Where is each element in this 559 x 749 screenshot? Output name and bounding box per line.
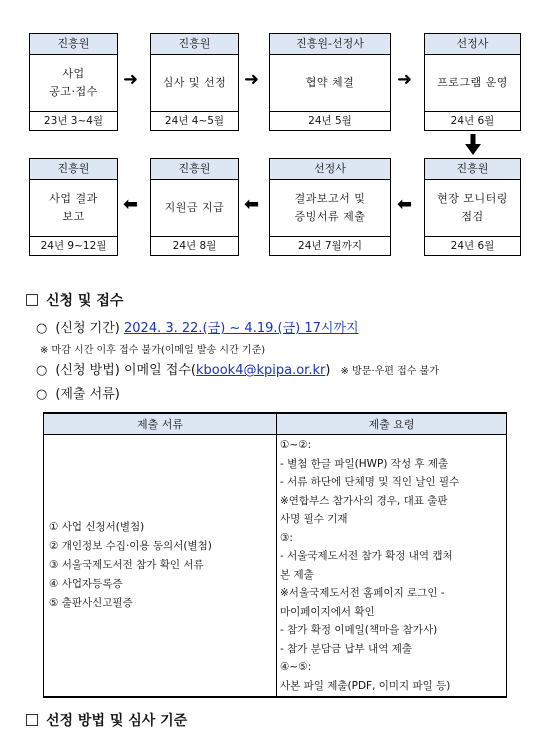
list-item: ③ 서울국제도서전 참가 확인 서류 <box>49 559 204 571</box>
step-task: 심사 및 선정 <box>151 55 238 112</box>
list-item: ④~⑤: <box>280 661 312 673</box>
step-period: 23년 3~4월 <box>43 115 104 127</box>
checkbox-square-icon <box>26 294 38 306</box>
list-item: ③: <box>280 531 293 544</box>
step-period: 24년 8월 <box>172 240 217 252</box>
section-heading-apply: 신청 및 접수 <box>26 290 123 310</box>
arrow-right-icon: ➜ <box>244 69 260 90</box>
docs-list-cell <box>44 435 277 698</box>
arrow-left-icon: ⬅ <box>123 194 139 215</box>
process-step-8 <box>29 158 118 256</box>
list-item: ⑤ 출판사신고필증 <box>49 597 133 609</box>
list-item: ※연합부스 참가사의 경우, 대표 출판 <box>280 494 448 507</box>
list-item: ④ 사업자등록증 <box>49 578 123 590</box>
step-org: 선정사 <box>425 34 520 55</box>
list-item: ①~②: <box>280 439 312 451</box>
arrow-left-icon: ⬅ <box>244 194 260 215</box>
process-step-7 <box>150 158 239 256</box>
arrow-down-icon <box>465 134 481 156</box>
list-item: 마이페이지에서 확인 <box>280 605 375 618</box>
step-org: 선정사 <box>270 159 390 180</box>
docs-label-line: ○ (제출 서류) <box>36 387 120 402</box>
list-item: 사명 필수 기재 <box>280 513 348 525</box>
checkbox-square-icon <box>26 714 38 726</box>
process-step-2 <box>150 33 239 131</box>
step-task: 결과보고서 및 증빙서류 제출 <box>270 180 390 237</box>
list-item: ※서울국제도서전 홈페이지 로그인 - <box>280 587 445 599</box>
arrow-right-icon: ➜ <box>123 69 139 90</box>
list-item: - 참가 확정 이메일(책마을 참가사) <box>280 624 438 636</box>
step-period: 24년 5월 <box>308 115 352 127</box>
email-link[interactable]: kbook4@kpipa.or.kr <box>195 363 326 378</box>
step-task: 협약 체결 <box>270 55 390 112</box>
step-task: 지원금 지급 <box>151 180 238 237</box>
step-org: 진흥원 <box>425 159 520 180</box>
list-item: - 서울국제도서전 참가 확정 내역 캡처 <box>280 550 453 562</box>
list-item: 사본 파일 제출(PDF, 이미지 파일 등) <box>280 679 451 692</box>
process-step-6 <box>269 158 391 256</box>
process-step-1 <box>29 33 118 131</box>
apply-period-value: 2024. 3. 22.(금) ~ 4.19.(금) 17시까지 <box>124 321 359 336</box>
method-note: ※ 방문·우편 접수 불가 <box>340 366 439 377</box>
list-item: 본 제출 <box>280 568 314 581</box>
step-org: 진흥원 <box>151 159 238 180</box>
step-org: 진흥원 <box>30 159 117 180</box>
process-step-5 <box>424 158 521 256</box>
step-task: 사업 공고·접수 <box>30 55 117 112</box>
list-item: ② 개인정보 수집·이용 동의서(별첨) <box>49 540 212 552</box>
step-period: 24년 9~12월 <box>40 240 107 252</box>
step-org: 진흥원 <box>151 34 238 55</box>
step-task: 현장 모니터링 점검 <box>425 180 520 237</box>
list-item: - 서류 하단에 단체명 및 직인 날인 필수 <box>280 476 460 488</box>
list-item: ① 사업 신청서(별첨) <box>49 521 145 533</box>
step-period: 24년 6월 <box>450 240 495 252</box>
requirements-cell <box>277 435 507 698</box>
step-period: 24년 4~5월 <box>164 115 225 127</box>
deadline-note: ※ 마감 시간 이후 접수 불가(이메일 발송 시간 기준) <box>40 345 266 356</box>
circle-bullet-icon: ○ <box>36 363 48 378</box>
requirements-col-header: 제출 요령 <box>277 413 507 435</box>
step-task: 사업 결과 보고 <box>30 180 117 237</box>
step-period: 24년 6월 <box>450 115 495 127</box>
arrow-left-icon: ⬅ <box>397 194 413 215</box>
arrow-right-icon: ➜ <box>397 69 413 90</box>
step-org: 진흥원 <box>30 34 117 55</box>
docs-col-header: 제출 서류 <box>44 413 277 435</box>
step-task: 프로그램 운영 <box>425 55 520 112</box>
section-heading-selection: 선정 방법 및 심사 기준 <box>26 710 187 730</box>
process-step-4 <box>424 33 521 131</box>
apply-period-line: ○ (신청 기간) 2024. 3. 22.(금) ~ 4.19.(금) 17시까지 <box>36 321 359 336</box>
docs-table <box>43 412 507 698</box>
apply-method-line: ○ (신청 방법) 이메일 접수(kbook4@kpipa.or.kr) ※ 방문·우편 접수 불가 <box>36 363 439 378</box>
circle-bullet-icon: ○ <box>36 387 48 402</box>
step-period: 24년 7월까지 <box>298 240 362 252</box>
step-org: 진흥원-선정사 <box>270 34 390 55</box>
list-item: - 별첨 한글 파일(HWP) 작성 후 제출 <box>280 457 449 470</box>
process-step-3 <box>269 33 391 131</box>
circle-bullet-icon: ○ <box>36 321 48 336</box>
list-item: - 참가 분담금 납부 내역 제출 <box>280 642 413 655</box>
